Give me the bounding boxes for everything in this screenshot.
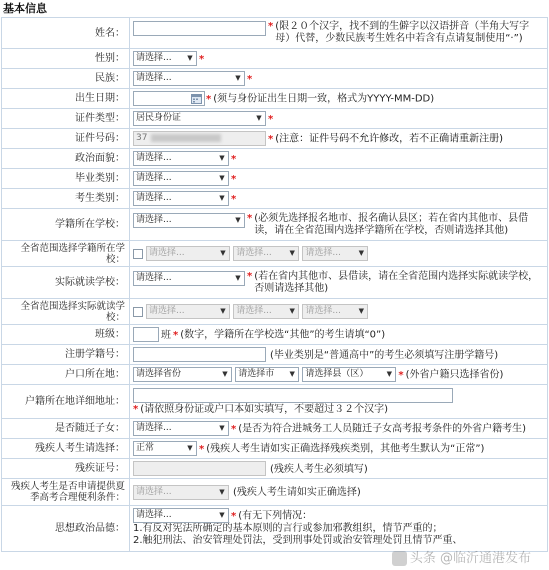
chevron-down-icon: ▼ bbox=[358, 249, 365, 257]
ideology-conduct-hint-line-3: 2.触犯刑法、治安管理处罚法，受到刑事处罚或治安管理处罚且情节严重、 bbox=[133, 535, 463, 546]
id-type-selected: 居民身份证 bbox=[136, 113, 182, 123]
household-cell bbox=[130, 365, 548, 385]
province-actual-school-select-1 bbox=[146, 304, 230, 319]
graduation-type-label: 毕业类别： bbox=[2, 169, 130, 189]
ethnicity-label: 民族： bbox=[2, 69, 130, 89]
ideology-conduct-hint-line-2: 1.有反对宪法所确定的基本原则的言行或参加邪教组织，情节严重的； bbox=[133, 523, 443, 534]
province-actual-school-option-3: 请选择... bbox=[305, 306, 341, 316]
redacted-mask bbox=[151, 134, 221, 142]
school-status-school-cell bbox=[130, 209, 548, 241]
province-school-status-label: 全省范围选择学籍所在学校： bbox=[2, 241, 130, 267]
ethnicity-row bbox=[2, 69, 548, 89]
chevron-down-icon: ▼ bbox=[219, 487, 225, 496]
ideology-conduct-selected: 请选择... bbox=[136, 510, 172, 520]
province-school-status-option-1: 请选择... bbox=[149, 248, 185, 258]
school-status-school-label: 学籍所在学校： bbox=[2, 209, 130, 241]
id-type-cell bbox=[130, 109, 548, 129]
household-hint: (外省户籍只选择省份) bbox=[405, 369, 504, 381]
chevron-down-icon: ▼ bbox=[386, 370, 393, 378]
political-status-label: 政治面貌： bbox=[2, 149, 130, 169]
candidate-type-selected: 请选择... bbox=[136, 193, 172, 203]
chevron-down-icon: ▼ bbox=[220, 249, 226, 257]
name-cell bbox=[130, 18, 548, 49]
calendar-icon[interactable] bbox=[191, 93, 202, 104]
accommodation-label: 残疾人考生是否申请提供夏季高考合理便利条件： bbox=[2, 479, 130, 506]
class-input[interactable] bbox=[133, 327, 159, 342]
gender-label: 性别： bbox=[2, 49, 130, 69]
household-address-row bbox=[2, 385, 548, 419]
id-number-hint: (注意：证件号码不允许修改，若不正确请重新注册) bbox=[275, 133, 504, 145]
disability-cert-input bbox=[133, 461, 266, 476]
chevron-down-icon: ▼ bbox=[219, 154, 225, 162]
gender-cell bbox=[130, 49, 548, 69]
birth-date-cell bbox=[130, 89, 548, 109]
required-mark: * bbox=[231, 153, 237, 165]
household-city-select[interactable] bbox=[235, 367, 299, 382]
province-actual-school-checkbox[interactable] bbox=[133, 307, 143, 317]
province-school-status-checkbox[interactable] bbox=[133, 249, 143, 259]
required-mark: * bbox=[231, 173, 237, 185]
actual-school-hint: (若在省内其他市、县借读，请在全省范围内选择实际就读学校，否则请选择其他) bbox=[254, 270, 539, 294]
gender-row bbox=[2, 49, 548, 69]
required-mark: * bbox=[231, 423, 237, 435]
name-input[interactable] bbox=[133, 21, 266, 36]
chevron-down-icon: ▼ bbox=[187, 54, 193, 62]
disability-type-selected: 正常 bbox=[136, 443, 155, 453]
province-school-status-option-2: 请选择... bbox=[236, 248, 272, 258]
id-number-input bbox=[133, 131, 266, 146]
household-row bbox=[2, 365, 548, 385]
migrant-child-hint: (是否为符合进城务工人员随迁子女高考报考条件的外省户籍考生) bbox=[238, 423, 527, 435]
school-status-school-row bbox=[2, 209, 548, 241]
household-city-selected: 请选择市 bbox=[238, 369, 275, 379]
name-label: 姓名： bbox=[2, 18, 130, 49]
migrant-child-label: 是否随迁子女： bbox=[2, 419, 130, 439]
graduation-type-row bbox=[2, 169, 548, 189]
accommodation-selected: 请选择... bbox=[136, 486, 172, 497]
household-county-selected: 请选择县（区） bbox=[305, 369, 369, 379]
province-actual-school-label: 全省范围选择实际就读学校： bbox=[2, 299, 130, 325]
id-type-select[interactable] bbox=[133, 111, 266, 126]
province-school-status-select-2 bbox=[233, 246, 299, 261]
province-actual-school-cell bbox=[130, 299, 548, 325]
ideology-conduct-cell bbox=[130, 506, 548, 552]
migrant-child-cell bbox=[130, 419, 548, 439]
birth-date-hint: (须与身份证出生日期一致，格式为YYYY-MM-DD) bbox=[213, 93, 435, 105]
chevron-down-icon: ▼ bbox=[219, 194, 225, 202]
name-hint: (限２０个汉字，找不到的生僻字以汉语拼音（半角大写字母）代替，少数民族考生姓名中若含有点请复制使用“·”) bbox=[275, 21, 530, 44]
province-actual-school-select-2 bbox=[233, 304, 299, 319]
household-address-hint: (请依照身份证或户口本如实填写，不要超过３２个汉字) bbox=[140, 403, 389, 415]
household-label: 户口所在地： bbox=[2, 365, 130, 385]
chevron-down-icon: ▼ bbox=[358, 307, 365, 315]
id-number-cell bbox=[130, 129, 548, 149]
accommodation-row bbox=[2, 479, 548, 506]
province-school-status-select-3 bbox=[302, 246, 368, 261]
required-mark: * bbox=[247, 270, 253, 282]
actual-school-label: 实际就读学校： bbox=[2, 267, 130, 299]
required-mark: * bbox=[133, 403, 139, 415]
required-mark: * bbox=[231, 193, 237, 205]
household-address-cell bbox=[130, 385, 548, 419]
class-row bbox=[2, 325, 548, 345]
gender-select[interactable] bbox=[133, 51, 197, 66]
class-cell bbox=[130, 325, 548, 345]
basic-info-form bbox=[1, 17, 548, 552]
political-status-row bbox=[2, 149, 548, 169]
actual-school-selected: 请选择... bbox=[136, 272, 172, 283]
household-county-select[interactable] bbox=[302, 367, 396, 382]
required-mark: * bbox=[247, 212, 253, 224]
class-label: 班级： bbox=[2, 325, 130, 345]
political-status-select[interactable] bbox=[133, 151, 229, 166]
birth-date-label: 出生日期： bbox=[2, 89, 130, 109]
id-number-prefix: 37 bbox=[136, 133, 148, 143]
chevron-down-icon: ▼ bbox=[289, 249, 295, 257]
birth-date-row bbox=[2, 89, 548, 109]
candidate-type-row bbox=[2, 189, 548, 209]
student-reg-no-row bbox=[2, 345, 548, 365]
required-mark: * bbox=[247, 73, 253, 85]
chevron-down-icon: ▼ bbox=[187, 444, 193, 452]
candidate-type-label: 考生类别： bbox=[2, 189, 130, 209]
ideology-conduct-select[interactable] bbox=[133, 508, 229, 523]
household-province-select[interactable] bbox=[133, 367, 232, 382]
section-title: 基本信息 bbox=[0, 0, 549, 17]
chevron-down-icon: ▼ bbox=[220, 307, 226, 315]
household-address-label: 户籍所在地详细地址： bbox=[2, 385, 130, 419]
ethnicity-selected: 请选择... bbox=[136, 73, 172, 83]
required-mark: * bbox=[268, 113, 274, 125]
class-hint: (数字，学籍所在学校选“其他”的考生请填“0”) bbox=[180, 329, 386, 341]
province-actual-school-row bbox=[2, 299, 548, 325]
chevron-down-icon: ▼ bbox=[235, 273, 241, 282]
ideology-conduct-row bbox=[2, 506, 548, 552]
province-school-status-option-3: 请选择... bbox=[305, 248, 341, 258]
chevron-down-icon: ▼ bbox=[219, 174, 225, 182]
watermark-logo-icon bbox=[392, 551, 407, 566]
province-actual-school-select-3 bbox=[302, 304, 368, 319]
migrant-child-selected: 请选择... bbox=[136, 423, 172, 433]
required-mark: * bbox=[268, 133, 274, 145]
chevron-down-icon: ▼ bbox=[289, 307, 295, 315]
province-actual-school-option-1: 请选择... bbox=[149, 306, 185, 316]
id-type-label: 证件类型： bbox=[2, 109, 130, 129]
id-number-row bbox=[2, 129, 548, 149]
watermark-text: 头条 @临沂通港发布 bbox=[409, 551, 531, 566]
watermark bbox=[392, 547, 531, 566]
ethnicity-cell bbox=[130, 69, 548, 89]
political-status-cell bbox=[130, 149, 548, 169]
required-mark: * bbox=[268, 21, 274, 32]
actual-school-cell bbox=[130, 267, 548, 299]
accommodation-select bbox=[133, 485, 229, 500]
disability-type-row bbox=[2, 439, 548, 459]
migrant-child-select[interactable] bbox=[133, 421, 229, 436]
accommodation-hint: (残疾人考生请如实正确选择) bbox=[233, 487, 361, 498]
graduation-type-selected: 请选择... bbox=[136, 173, 172, 183]
graduation-type-select[interactable] bbox=[133, 171, 229, 186]
province-school-status-select-1 bbox=[146, 246, 230, 261]
household-address-input[interactable] bbox=[133, 388, 453, 403]
ethnicity-select[interactable] bbox=[133, 71, 245, 86]
name-row bbox=[2, 18, 548, 49]
candidate-type-cell bbox=[130, 189, 548, 209]
province-school-status-cell bbox=[130, 241, 548, 267]
chevron-down-icon: ▼ bbox=[235, 74, 241, 82]
chevron-down-icon: ▼ bbox=[219, 511, 225, 519]
chevron-down-icon: ▼ bbox=[235, 215, 241, 224]
id-number-label: 证件号码： bbox=[2, 129, 130, 149]
chevron-down-icon: ▼ bbox=[256, 114, 262, 122]
required-mark: * bbox=[173, 329, 179, 341]
province-actual-school-option-2: 请选择... bbox=[236, 306, 272, 316]
disability-cert-label: 残疾证号： bbox=[2, 459, 130, 479]
actual-school-select[interactable] bbox=[133, 271, 245, 286]
disability-type-hint: (残疾人考生请如实正确选择残疾类别，其他考生默认为“正常”) bbox=[206, 443, 485, 455]
accommodation-cell bbox=[130, 479, 548, 506]
actual-school-row bbox=[2, 267, 548, 299]
school-status-school-hint: (必须先选择报名地市、报名确认县区；若在省内其他市、县借读，请在全省范围内选择学籍所在学校，否则请选择其他) bbox=[254, 212, 529, 236]
class-suffix: 班 bbox=[161, 329, 171, 341]
chevron-down-icon: ▼ bbox=[289, 370, 295, 378]
id-type-row bbox=[2, 109, 548, 129]
candidate-type-select[interactable] bbox=[133, 191, 229, 206]
required-mark: * bbox=[199, 53, 205, 65]
student-reg-no-cell bbox=[130, 345, 548, 365]
disability-type-select[interactable] bbox=[133, 441, 197, 456]
ideology-conduct-hint-line-1: (有无下列情况： bbox=[238, 510, 313, 522]
political-status-selected: 请选择... bbox=[136, 153, 172, 163]
school-status-school-select[interactable] bbox=[133, 213, 245, 228]
migrant-child-row bbox=[2, 419, 548, 439]
disability-type-cell bbox=[130, 439, 548, 459]
disability-cert-cell bbox=[130, 459, 548, 479]
province-school-status-row bbox=[2, 241, 548, 267]
disability-cert-row bbox=[2, 459, 548, 479]
gender-selected: 请选择... bbox=[136, 53, 172, 63]
disability-type-label: 残疾人考生请选择： bbox=[2, 439, 130, 459]
student-reg-no-input[interactable] bbox=[133, 347, 266, 362]
student-reg-no-label: 注册学籍号： bbox=[2, 345, 130, 365]
required-mark: * bbox=[199, 443, 205, 455]
disability-cert-hint: (残疾人考生必须填写) bbox=[270, 463, 368, 475]
household-province-selected: 请选择省份 bbox=[136, 369, 182, 379]
graduation-type-cell bbox=[130, 169, 548, 189]
student-reg-no-hint: (毕业类别是“普通高中”的考生必须填写注册学籍号) bbox=[270, 349, 499, 361]
school-status-school-selected: 请选择... bbox=[136, 214, 172, 225]
ideology-conduct-label: 思想政治品德： bbox=[2, 506, 130, 552]
chevron-down-icon: ▼ bbox=[222, 370, 228, 378]
required-mark: * bbox=[231, 510, 237, 522]
required-mark: * bbox=[206, 93, 212, 105]
chevron-down-icon: ▼ bbox=[219, 424, 225, 432]
required-mark: * bbox=[398, 369, 404, 381]
